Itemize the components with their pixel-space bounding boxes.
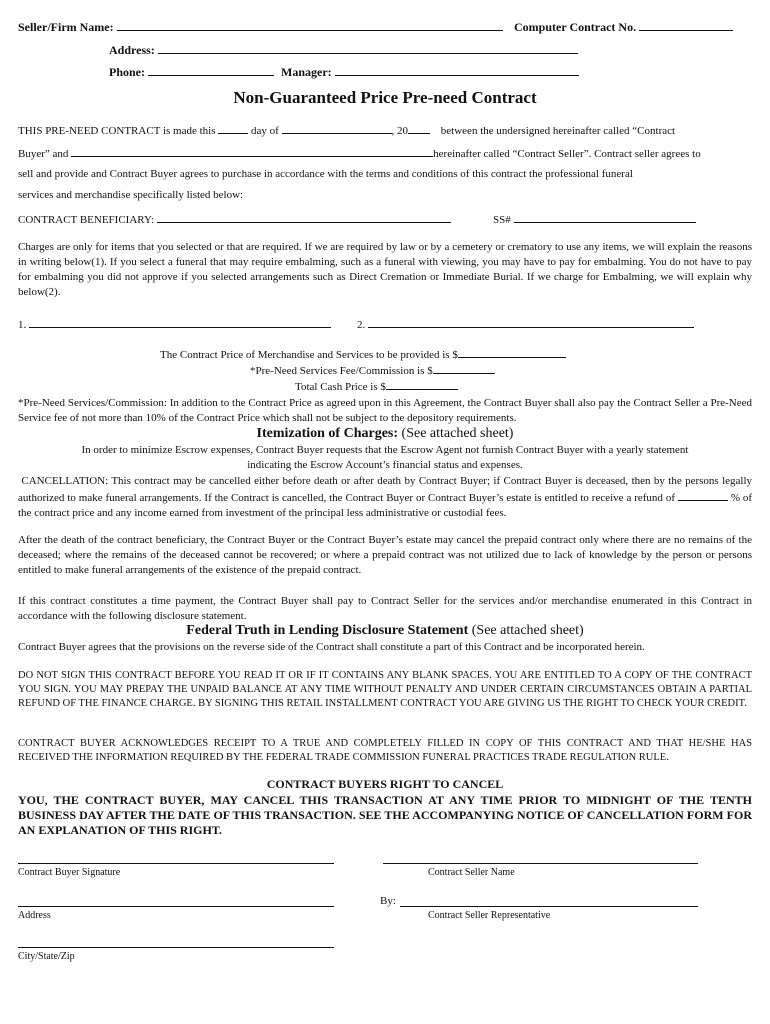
intro-line-3: sell and provide and Contract Buyer agrees to purchase in accordance with the terms and conditions of this contract the professional funeral — [18, 168, 633, 180]
reverse-side-line: Contract Buyer agrees that the provisions on the reverse side of the Contract shall constitute a part of this Contract and be incorporated herein. — [18, 641, 645, 653]
truth-in-lending-heading — [0, 623, 770, 639]
total-price-field[interactable] — [386, 378, 458, 390]
truth-in-lending-title: Federal Truth in Lending Disclosure Statement — [186, 623, 469, 638]
ss-field[interactable] — [514, 211, 696, 223]
contract-title: Non-Guaranteed Price Pre-need Contract — [233, 88, 537, 107]
year-field[interactable] — [408, 122, 430, 134]
day-field[interactable] — [218, 122, 248, 134]
escrow-line-2: indicating the Escrow Account’s financial status and expenses. — [247, 459, 523, 471]
manager-label: Manager: — [281, 65, 332, 79]
reason-1-label: 1. — [18, 319, 27, 331]
truth-in-lending-note: (See attached sheet) — [471, 623, 584, 638]
intro-text-year: , 20 — [391, 125, 409, 137]
intro-text-between: between the undersigned hereinafter called “Contract — [440, 125, 676, 137]
city-state-zip-line[interactable] — [18, 947, 334, 948]
contract-number-label: Computer Contract No. — [514, 20, 637, 34]
seller-name-field[interactable] — [117, 19, 503, 31]
after-death-paragraph: After the death of the contract beneficiary, the Contract Buyer or the Contract Buyer’s estate may cancel the prepaid contract only where there are no remains of the deceased; where the remains of the deceased cannot be recovered; or where a prepaid contract was not utilized due to lack of knowledge by the person or persons entitled to make funeral arrangements of the existence of the prepaid contract. — [18, 534, 752, 576]
cancellation-text-1: CANCELLATION: This contract may be cancelled either before death or after death by Contract Buyer; if Contract Buyer is deceased, then by the persons legally authorized to make funeral arrangements. If the Contract is cancelled, the Contract Buyer or Contract Buyer’s estate is entitled to receive a refund of — [18, 475, 753, 504]
reason-2-label: 2. — [357, 319, 366, 331]
contract-seller-field[interactable] — [71, 145, 433, 157]
seller-name-label: Seller/Firm Name: — [18, 20, 114, 34]
right-to-cancel-heading: CONTRACT BUYERS RIGHT TO CANCEL — [266, 777, 504, 791]
address-field[interactable] — [158, 42, 578, 54]
phone-label: Phone: — [109, 65, 145, 79]
merchandise-price-label: The Contract Price of Merchandise and Services to be provided is $ — [160, 349, 458, 361]
merchandise-price-field[interactable] — [458, 346, 566, 358]
cancellation-paragraph — [18, 474, 752, 521]
beneficiary-row — [18, 211, 451, 226]
charges-paragraph: Charges are only for items that you selected or that are required. If we are required by law or by a cemetery or crematory to use any items, we will explain the reasons in writing below(1). If you select a funeral that may require embalming, such as a funeral with viewing, you may have to pay for embalming. You do not have to pay for embalming you did not approve if you selected arrangements such as Direct Cremation or Immediate Burial. If we charge for Embalming, we will explain why below(2). — [18, 241, 752, 298]
ss-row — [493, 211, 696, 226]
buyer-signature-line[interactable] — [18, 863, 334, 864]
intro-text-seller-agrees: hereinafter called “Contract Seller”. Contract seller agrees to — [433, 148, 701, 160]
commission-paragraph: *Pre-Need Services/Commission: In addition to the Contract Price as agreed upon in this Agreement, the Contract Buyer shall also pay the Contract Seller a Pre-Need Service fee of not more than 10% of the Contract Price which shall not be subject to the depository requirements. — [18, 397, 752, 424]
fee-commission-label: *Pre-Need Services Fee/Commission is $ — [250, 365, 433, 377]
seller-rep-label: Contract Seller Representative — [428, 910, 551, 921]
seller-name-label: Contract Seller Name — [428, 867, 515, 878]
itemization-title: Itemization of Charges: — [256, 426, 399, 441]
address-sig-label: Address — [18, 910, 51, 921]
do-not-sign-paragraph: DO NOT SIGN THIS CONTRACT BEFORE YOU READ IT OR IF IT CONTAINS ANY BLANK SPACES. YOU ARE ENTITLED TO A COPY OF THE CONTRACT YOU SIGN. YOU MAY PREPAY THE UNPAID BALANCE AT ANY TIME WITHOUT PENALTY AND UNDER CERTAIN CIRCUMSTANCES OBTAIN A PARTIAL REFUND OF THE FINANCE CHARGE. BY SIGNING THIS RETAIL INSTALLMENT CONTRACT YOU ARE GIVING US THE RIGHT TO CHECK YOUR CREDIT. — [18, 670, 752, 709]
address-row — [109, 42, 578, 58]
intro-text-buyer-and: Buyer” and — [18, 148, 69, 160]
beneficiary-label: CONTRACT BENEFICIARY: — [18, 214, 154, 226]
intro-line-1 — [18, 122, 675, 137]
phone-manager-row — [109, 64, 579, 80]
fee-commission-field[interactable] — [433, 362, 495, 374]
cancellation-text-2: % of the contract price and any income earned from investment of the principal less administrative or custodial fees. — [18, 492, 753, 519]
reason-2-field[interactable] — [368, 316, 694, 328]
manager-field[interactable] — [335, 64, 579, 76]
itemization-note: (See attached sheet) — [401, 426, 514, 441]
merchandise-price-row — [160, 346, 566, 361]
intro-line-2 — [18, 145, 701, 160]
time-payment-paragraph: If this contract constitutes a time payment, the Contract Buyer shall pay to Contract Seller for the services and/or merchandise enumerated in this Contract in accordance with the following disclosure statement. — [18, 595, 752, 622]
contract-number-field[interactable] — [639, 19, 733, 31]
ss-label: SS# — [493, 214, 511, 226]
acknowledge-paragraph: CONTRACT BUYER ACKNOWLEDGES RECEIPT TO A TRUE AND COMPLETELY FILLED IN COPY OF THIS CONTRACT AND THAT HE/SHE HAS RECEIVED THE INFORMATION REQUIRED BY THE FEDERAL TRADE COMMISSION FUNERAL PRACTICES TRADE REGULATION RULE. — [18, 738, 752, 763]
city-state-zip-label: City/State/Zip — [18, 951, 75, 962]
seller-firm-row — [18, 19, 503, 35]
contract-number-row — [514, 19, 733, 35]
total-price-row — [295, 378, 458, 393]
fee-commission-row — [250, 362, 495, 377]
address-line[interactable] — [18, 906, 334, 907]
reason-1-row — [18, 316, 331, 331]
reason-2-row — [357, 316, 694, 331]
seller-rep-line[interactable] — [400, 906, 698, 907]
itemization-heading — [0, 426, 770, 442]
buyer-signature-label: Contract Buyer Signature — [18, 867, 121, 878]
refund-percent-field[interactable] — [678, 489, 728, 501]
right-to-cancel-body: YOU, THE CONTRACT BUYER, MAY CANCEL THIS TRANSACTION AT ANY TIME PRIOR TO MIDNIGHT OF THE TENTH BUSINESS DAY AFTER THE DATE OF THIS TRANSACTION. SEE THE ACCOMPANYING NOTICE OF CANCELLATION FORM FOR AN EXPLANATION OF THIS RIGHT. — [18, 793, 752, 837]
escrow-line-1: In order to minimize Escrow expenses, Contract Buyer requests that the Escrow Agent not furnish Contract Buyer with a yearly statement — [81, 444, 689, 456]
seller-name-line[interactable] — [383, 863, 698, 864]
by-label: By: — [380, 895, 396, 907]
total-price-label: Total Cash Price is $ — [295, 381, 386, 393]
beneficiary-field[interactable] — [157, 211, 451, 223]
intro-text-day-of: day of — [251, 125, 279, 137]
month-field[interactable] — [282, 122, 392, 134]
reason-1-field[interactable] — [29, 316, 331, 328]
intro-line-4: services and merchandise specifically listed below: — [18, 189, 244, 201]
address-label: Address: — [109, 43, 155, 57]
intro-text-made-this: THIS PRE-NEED CONTRACT is made this — [18, 125, 216, 137]
phone-field[interactable] — [148, 64, 274, 76]
